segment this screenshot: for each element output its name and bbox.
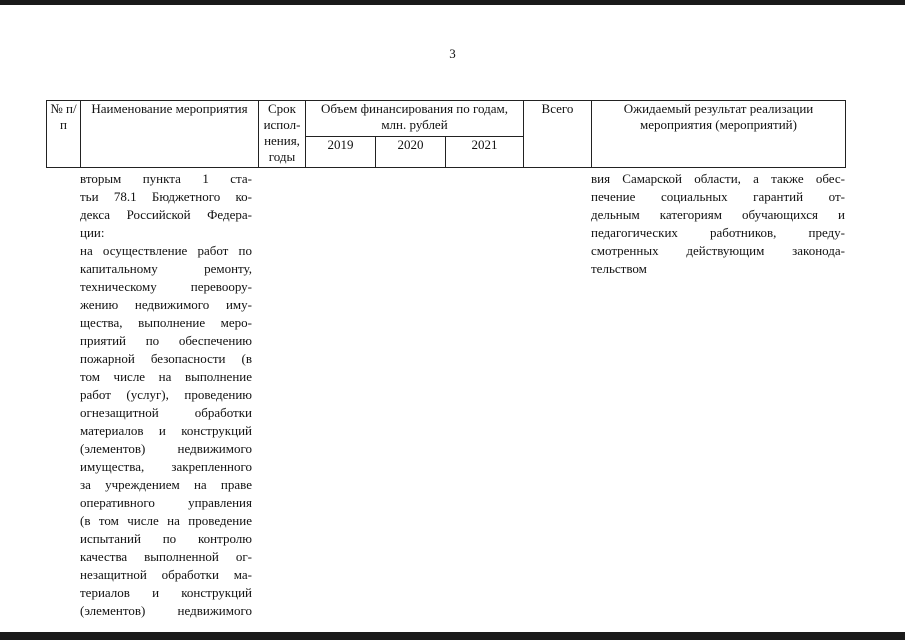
name-line: том числе на выполнение xyxy=(80,369,252,384)
name-line: качества выполненной ог- xyxy=(80,549,252,564)
name-line: материалов и конструкций xyxy=(80,423,252,438)
header-term-cell: Срок испол-нения, годы xyxy=(259,101,306,168)
name-line: (элементов) недвижимого xyxy=(80,441,252,456)
name-line: испытаний по контролю xyxy=(80,531,252,546)
result-line: печение социальных гарантий от- xyxy=(591,189,845,204)
result-line: педагогических работников, преду- xyxy=(591,225,845,240)
name-line: на осуществление работ по xyxy=(80,243,252,258)
top-border-rule xyxy=(0,0,905,5)
header-number-cell: № п/п xyxy=(47,101,81,168)
name-line: незащитной обработки ма- xyxy=(80,567,252,582)
table-header xyxy=(46,100,846,168)
result-line: смотренных действующим законода- xyxy=(591,243,845,258)
result-line: дельным категориям обучающихся и xyxy=(591,207,845,222)
name-line: огнезащитной обработки xyxy=(80,405,252,420)
name-line: вторым пункта 1 ста- xyxy=(80,171,252,186)
name-line: щества, выполнение меро- xyxy=(80,315,252,330)
header-name-cell: Наименование мероприятия xyxy=(81,101,259,168)
name-line: капитальному ремонту, xyxy=(80,261,252,276)
name-line: (элементов) недвижимого xyxy=(80,603,252,618)
name-line: техническому перевоору- xyxy=(80,279,252,294)
name-line: работ (услуг), проведению xyxy=(80,387,252,402)
bottom-border-rule xyxy=(0,632,905,640)
header-total-cell: Всего xyxy=(524,101,592,168)
name-line: декса Российской Федера- xyxy=(80,207,252,222)
result-line: тельством xyxy=(591,261,647,276)
header-funding-cell: Объем финансирования по годам, млн. рублей xyxy=(306,101,524,137)
name-line: ции: xyxy=(80,225,105,240)
header-year-2021: 2021 xyxy=(446,137,524,168)
header-year-2019: 2019 xyxy=(306,137,376,168)
activity-name-text xyxy=(80,170,252,620)
name-line: имущества, закрепленного xyxy=(80,459,252,474)
name-line: приятий по обеспечению xyxy=(80,333,252,348)
name-line: (в том числе на проведение xyxy=(80,513,252,528)
name-line: оперативного управления xyxy=(80,495,252,510)
name-line: пожарной безопасности (в xyxy=(80,351,252,366)
name-line: териалов и конструкций xyxy=(80,585,252,600)
name-line: жению недвижимого иму- xyxy=(80,297,252,312)
name-line: за учреждением на праве xyxy=(80,477,252,492)
expected-result-text xyxy=(591,170,845,278)
page-number: 3 xyxy=(449,46,456,61)
name-line: тьи 78.1 Бюджетного ко- xyxy=(80,189,252,204)
header-year-2020: 2020 xyxy=(376,137,446,168)
header-result-cell: Ожидаемый результат реализации мероприятия (мероприятий) xyxy=(592,101,846,168)
result-line: вия Самарской области, а также обес- xyxy=(591,171,845,186)
